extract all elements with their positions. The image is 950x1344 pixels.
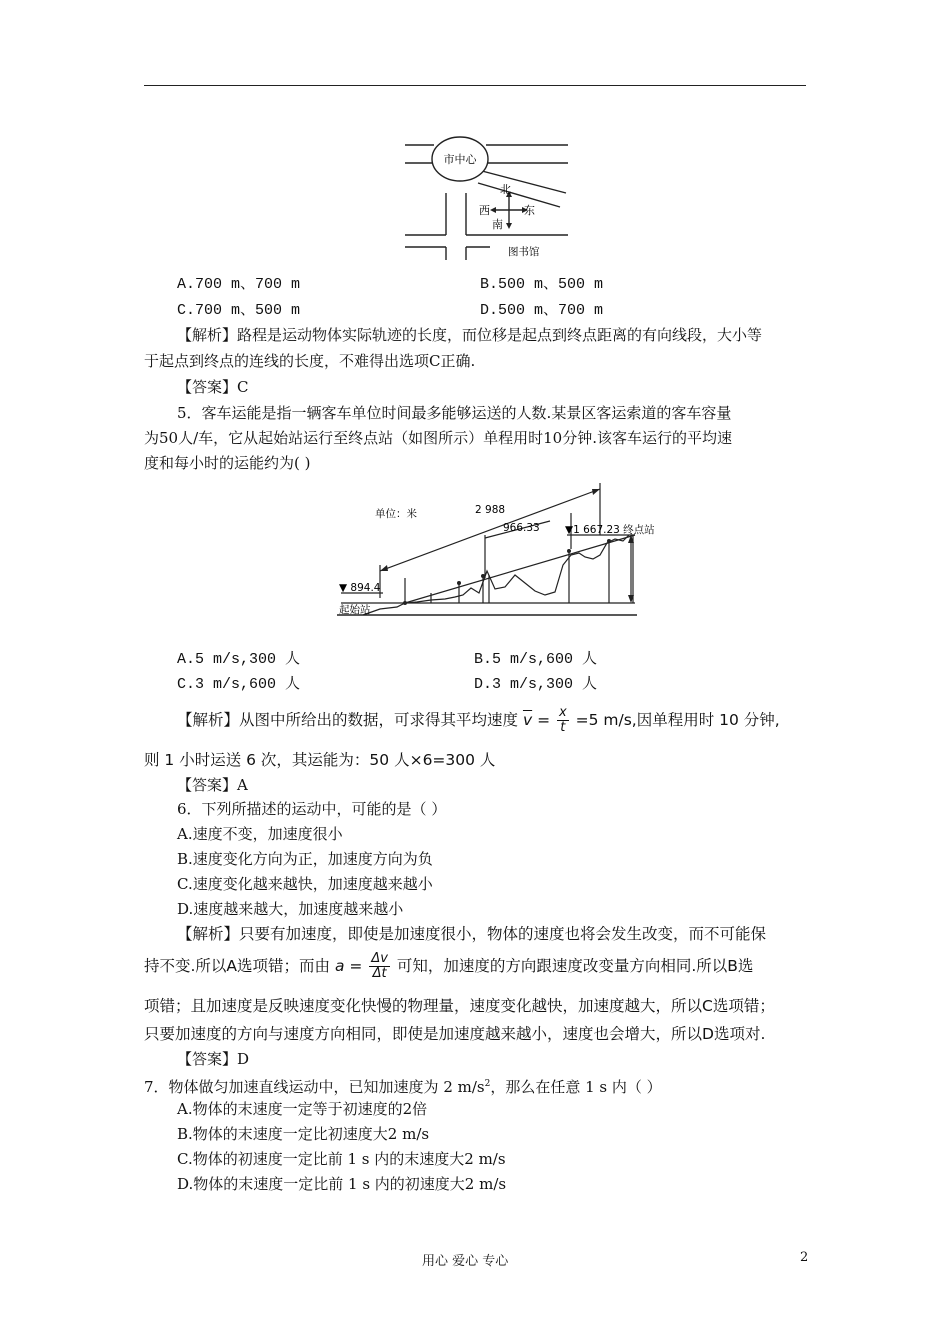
- fig-part-length: 966.33: [503, 522, 540, 534]
- fig-unit-label: 单位：米: [375, 508, 417, 520]
- map-west-label: 西: [479, 204, 490, 217]
- q7-stem-sup: 2: [484, 1079, 491, 1089]
- q4-option-c: C.700 m、500 m: [177, 302, 301, 319]
- q6-analysis-text-b: 可知，加速度的方向跟速度改变量方向相同.所以B选: [396, 957, 754, 975]
- q6-formula-a: a =: [334, 957, 363, 975]
- q7-stem-text-a: 7．物体做匀加速直线运动中，已知加速度为 2 m/s: [144, 1078, 485, 1096]
- map-south-label: 南: [492, 218, 503, 231]
- q6-option-b: B.速度变化方向为正，加速度方向为负: [177, 850, 433, 868]
- q5-analysis-line1: [177, 706, 780, 735]
- q6-option-c: C.速度变化越来越快，加速度越来越小: [177, 875, 433, 893]
- q5-formula-den: t: [560, 720, 566, 735]
- map-east-label: 东: [524, 204, 535, 217]
- q6-stem: 6．下列所描述的运动中，可能的是（ ）: [177, 800, 447, 818]
- q4-option-b: B.500 m、500 m: [480, 276, 604, 293]
- fig-start-elevation: ▼ 894.4: [339, 582, 381, 594]
- q6-formula-frac: [369, 952, 390, 981]
- q7-option-d: D.物体的末速度一定比前 1 s 内的初速度大2 m/s: [177, 1175, 507, 1193]
- q5-stem-line2: 为50人/车，它从起始站运行至终点站（如图所示）单程用时10分钟.该客车运行的平均速: [144, 429, 732, 447]
- q7-stem: [144, 1073, 662, 1098]
- fig-start-station: 起始站: [339, 604, 371, 616]
- q4-option-a: A.700 m、700 m: [177, 276, 301, 293]
- map-library-label: 图书馆: [508, 246, 540, 258]
- q6-analysis-line2: [144, 950, 753, 982]
- q4-answer: 【答案】C: [177, 378, 249, 396]
- q5-option-c: C.3 m/s,600 人: [177, 676, 301, 693]
- q5-analysis-text-a: 【解析】从图中所给出的数据，可求得其平均速度: [177, 711, 519, 729]
- map-city-center: 市中心: [443, 153, 477, 166]
- q5-stem-line3: 度和每小时的运能约为( ): [144, 454, 311, 472]
- q6-option-d: D.速度越来越大，加速度越来越小: [177, 900, 404, 918]
- q6-analysis-line3: 项错；且加速度是反映速度变化快慢的物理量，速度变化越快，加速度越大，所以C选项错；: [144, 997, 775, 1015]
- q5-analysis-line2: 则 1 小时运送 6 次，其运能为：50 人×6=300 人: [144, 751, 496, 769]
- footer-slogan: 用心 爱心 专心: [422, 1254, 509, 1269]
- q5-answer: 【答案】A: [177, 776, 248, 794]
- q6-formula-den: Δt: [372, 966, 387, 981]
- q6-analysis-line1: 【解析】只要有加速度，即使是加速度很小，物体的速度也将会发生改变，而不可能保: [177, 925, 767, 943]
- cableway-figure: [335, 483, 655, 628]
- q4-analysis-line2: 于起点到终点的连线的长度，不难得出选项C正确.: [144, 352, 476, 370]
- header-rule: [144, 85, 806, 86]
- q7-option-c: C.物体的初速度一定比前 1 s 内的末速度大2 m/s: [177, 1150, 506, 1168]
- q5-formula-eq: =: [532, 711, 555, 729]
- q5-option-b: B.5 m/s,600 人: [474, 651, 598, 668]
- q6-analysis-text-a: 持不变.所以A选项错；而由: [144, 957, 331, 975]
- q5-formula-v: $\overline{v}$: [522, 711, 533, 729]
- page-number: 2: [800, 1250, 809, 1265]
- q5-stem-line1: 5．客车运能是指一辆客车单位时间最多能够运送的人数.某景区客运索道的客车容量: [177, 404, 732, 422]
- map-figure: [400, 135, 575, 265]
- q7-option-a: A.物体的末速度一定等于初速度的2倍: [177, 1100, 428, 1118]
- q6-answer: 【答案】D: [177, 1050, 250, 1068]
- q7-stem-text-b: ，那么在任意 1 s 内（ ）: [490, 1078, 662, 1096]
- q4-analysis-line1: 【解析】路程是运动物体实际轨迹的长度，而位移是起点到终点距离的有向线段，大小等: [177, 326, 763, 344]
- q5-analysis-text-b: =5 m/s,因单程用时 10 分钟,: [575, 711, 780, 729]
- q5-formula-num: x: [558, 705, 567, 720]
- fig-top-elevation: ▼1 667.23 终点站: [565, 524, 655, 536]
- q7-option-b: B.物体的末速度一定比初速度大2 m/s: [177, 1125, 430, 1143]
- q5-formula-frac: [557, 706, 569, 735]
- fig-total-length: 2 988: [475, 504, 506, 516]
- q5-option-a: A.5 m/s,300 人: [177, 651, 301, 668]
- q5-option-d: D.3 m/s,300 人: [474, 676, 598, 693]
- q6-formula-num: Δv: [371, 951, 388, 966]
- q4-option-d: D.500 m、700 m: [480, 302, 604, 319]
- map-north-label: 北: [500, 183, 511, 196]
- q6-option-a: A.速度不变，加速度很小: [177, 825, 343, 843]
- q6-analysis-line4: 只要加速度的方向与速度方向相同，即使是加速度越来越小，速度也会增大，所以D选项对.: [144, 1025, 766, 1043]
